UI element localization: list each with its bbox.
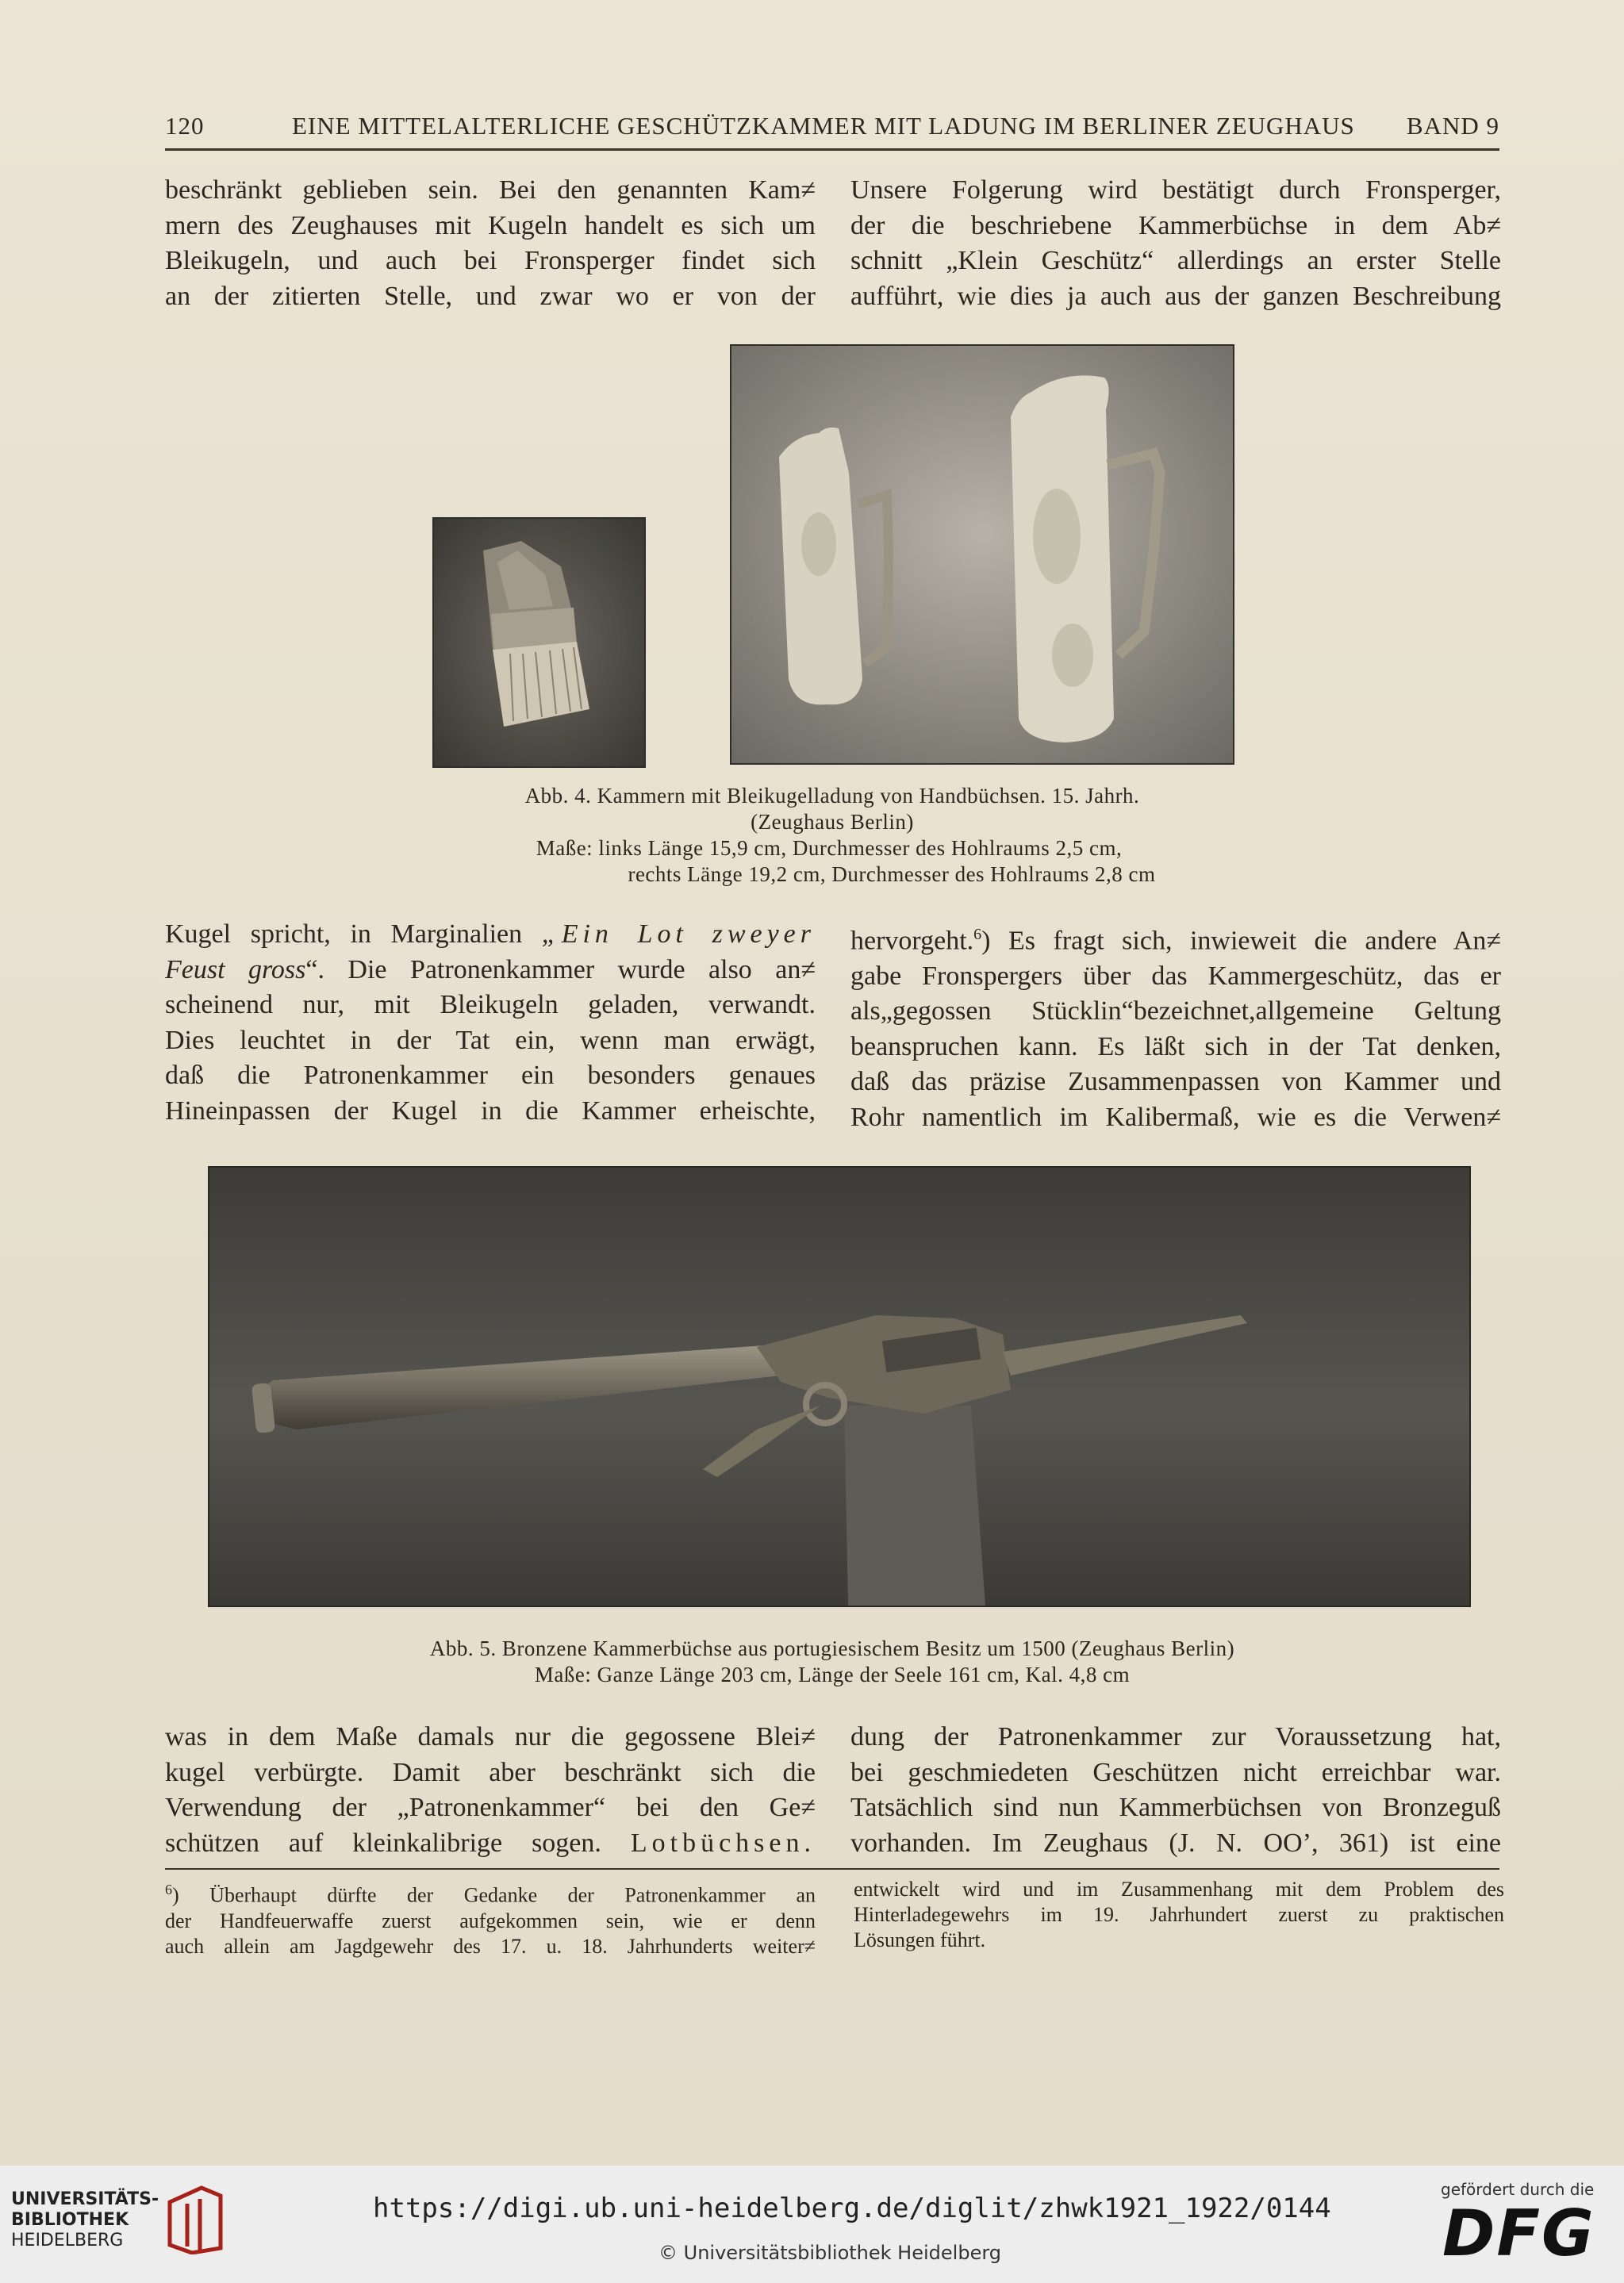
figure-4-right-photo — [730, 344, 1234, 765]
text-line: der die beschriebene Kammerbüchse in dem Ab≠ — [850, 210, 1501, 240]
text-line: daß das präzise Zusammenpassen von Kammer und — [850, 1067, 1501, 1097]
library-line: UNIVERSITÄTS- — [11, 2189, 159, 2209]
text-line — [165, 1826, 816, 1862]
section3-right-column — [850, 1720, 1501, 1861]
footnote-left — [165, 1877, 816, 1959]
text-line: aufführt, wie dies ja auch aus der ganzen Beschreibung — [850, 281, 1501, 311]
text-line — [165, 917, 816, 953]
caption-line: Abb. 4. Kammern mit Bleikugelladung von Handbüchsen. 15. Jahrh. — [524, 784, 1140, 808]
text-line — [850, 917, 1501, 959]
caption-line: Maße: links Länge 15,9 cm, Durchmesser des Hohlraums 2,5 cm, — [536, 836, 1123, 860]
footnote-rule — [165, 1868, 1499, 1870]
text-line: dung der Patronenkammer zur Voraussetzung hat, — [850, 1722, 1501, 1752]
text-line: Rohr namentlich im Kalibermaß, wie es die Verwen≠ — [850, 1102, 1501, 1132]
text-line: Unsere Folgerung wird bestätigt durch Fronsperger, — [850, 175, 1501, 205]
text-span: ) Überhaupt dürfte der Gedanke der Patronenkammer an — [172, 1883, 816, 1907]
volume-label: BAND 9 — [1406, 112, 1499, 140]
library-footer — [0, 2166, 1624, 2283]
text-line: Tatsächlich sind nun Kammerbüchsen von Bronzeguß — [850, 1793, 1501, 1822]
footnote-marker: 6 — [165, 1882, 172, 1897]
text-line: an der zitierten Stelle, und zwar wo er von der — [165, 281, 816, 311]
footnote-right — [854, 1877, 1504, 1953]
dfg-logo: DFG — [1442, 2197, 1595, 2270]
text-span: hervorgeht. — [850, 926, 974, 956]
footnote-line: der Handfeuerwaffe zuerst aufgekommen sein, wie er denn — [165, 1909, 816, 1932]
text-line: bei geschmiedeten Geschützen nicht erreichbar war. — [850, 1757, 1501, 1787]
text-line: daß die Patronenkammer ein besonders genaues — [165, 1061, 816, 1090]
funding-note: gefördert durch die — [1441, 2180, 1595, 2199]
figure-4-left-photo — [432, 517, 646, 768]
text-span: schützen auf kleinkalibrige sogen. — [165, 1828, 631, 1858]
italic-quote: „Ein Lot zweyer — [541, 919, 816, 949]
figure-5-photo — [208, 1166, 1471, 1607]
text-span: “. Die Patronenkammer wurde also an≠ — [305, 954, 816, 984]
text-line: Verwendung der „Patronenkammer“ bei den Ge≠ — [165, 1793, 816, 1822]
text-line: scheinend nur, mit Bleikugeln geladen, verwandt. — [165, 990, 816, 1019]
text-line: Dies leuchtet in der Tat ein, wenn man erwägt, — [165, 1025, 816, 1055]
library-line: BIBLIOTHEK — [11, 2210, 129, 2230]
footnote-line: auch allein am Jagdgewehr des 17. u. 18. Jahrhunderts weiter≠ — [165, 1934, 816, 1958]
library-name — [11, 2189, 159, 2251]
text-line: mern des Zeughauses mit Kugeln handelt es sich um — [165, 210, 816, 240]
chamber-small-image — [434, 519, 644, 766]
section1-left-column — [165, 173, 816, 314]
text-line: schnitt „Klein Geschütz“ allerdings an erster Stelle — [850, 246, 1501, 275]
footnote-line — [165, 1877, 816, 1909]
bronze-gun-image — [209, 1168, 1469, 1606]
document-url-link[interactable]: https://digi.ub.uni-heidelberg.de/diglit/zhwk1921_1922/0144 — [373, 2193, 1331, 2224]
text-line: beschränkt geblieben sein. Bei den genannten Kam≠ — [165, 175, 816, 205]
section2-left-column — [165, 917, 816, 1129]
footnote-line: entwickelt wird und im Zusammenhang mit dem Problem des — [854, 1878, 1504, 1901]
text-line: gabe Fronspergers über das Kammergeschütz, das er — [850, 961, 1501, 991]
text-line: Bleikugeln, und auch bei Fronsperger findet sich — [165, 246, 816, 275]
library-logo-icon — [163, 2185, 225, 2254]
text-line: als„gegossen Stücklin“bezeichnet,allgemeine Geltung — [850, 996, 1501, 1026]
caption-line: (Zeughaus Berlin) — [751, 810, 914, 834]
figure-5-caption — [165, 1636, 1499, 1688]
section2-right-column — [850, 917, 1501, 1135]
figure-4-caption — [165, 783, 1499, 888]
text-span: ) Es fragt sich, inwieweit die andere An≠ — [981, 926, 1501, 956]
section1-right-column — [850, 173, 1501, 314]
running-header — [165, 106, 1499, 146]
italic-quote: Feust gross — [165, 954, 306, 984]
chambers-large-image — [731, 346, 1233, 763]
caption-line: Abb. 5. Bronzene Kammerbüchse aus portugiesischem Besitz um 1500 (Zeughaus Berlin) — [429, 1636, 1235, 1660]
footnote-ref: 6 — [973, 926, 982, 943]
text-line: kugel verbürgte. Damit aber beschränkt sich die — [165, 1757, 816, 1787]
header-rule — [165, 148, 1499, 151]
page-number: 120 — [165, 112, 205, 140]
spaced-term: Lotbüchsen. — [630, 1828, 816, 1858]
caption-line: Maße: Ganze Länge 203 cm, Länge der Seele 161 cm, Kal. 4,8 cm — [534, 1663, 1131, 1686]
text-line: was in dem Maße damals nur die gegossene Blei≠ — [165, 1722, 816, 1752]
text-line: beanspruchen kann. Es läßt sich in der Tat denken, — [850, 1031, 1501, 1061]
text-span: Kugel spricht, in Marginalien — [165, 919, 542, 949]
running-title: EINE MITTELALTERLICHE GESCHÜTZKAMMER MIT LADUNG IM BERLINER ZEUGHAUS — [292, 112, 1355, 140]
caption-line: rechts Länge 19,2 cm, Durchmesser des Hohlraums 2,8 cm — [628, 862, 1156, 886]
section3-left-column — [165, 1720, 816, 1861]
text-line: vorhanden. Im Zeughaus (J. N. OO’, 361) ist eine — [850, 1828, 1501, 1858]
copyright-text: © Universitätsbibliothek Heidelberg — [658, 2242, 1002, 2264]
footnote-line: Hinterladegewehrs im 19. Jahrhundert zuerst zu praktischen — [854, 1903, 1504, 1926]
library-line: HEIDELBERG — [11, 2231, 124, 2250]
text-line — [165, 953, 816, 988]
footnote-line: Lösungen führt. — [854, 1928, 986, 1951]
text-line: Hineinpassen der Kugel in die Kammer erheischte, — [165, 1095, 816, 1126]
